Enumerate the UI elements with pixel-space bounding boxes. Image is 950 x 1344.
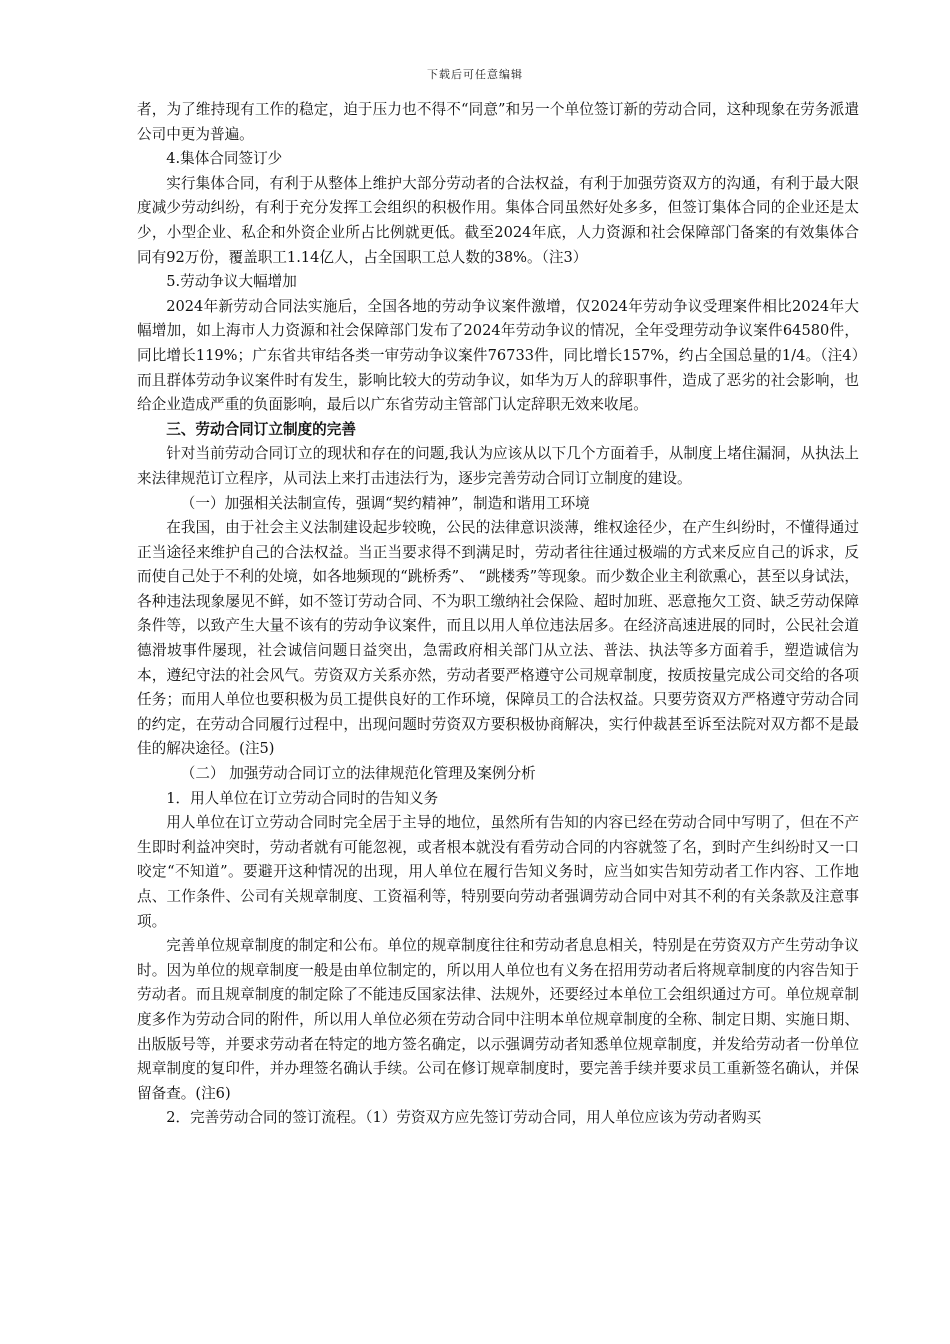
item-title-notification-duty: 1．用人单位在订立劳动合同时的告知义务: [166, 789, 439, 807]
paragraph-continuation: 者，为了维持现有工作的稳定，迫于压力也不得不“同意”和另一个单位签订新的劳动合同，这种现象在劳务派遣公司中更为普遍。: [137, 101, 859, 143]
subsection-title-labor-disputes: 5.劳动争议大幅增加: [166, 273, 297, 291]
paragraph-rules-regulations: 完善单位规章制度的制定和公布。单位的规章制度往往和劳动者息息相关，特别是在劳资双方产生劳动争议时。因为单位的规章制度一般是由单位制定的，所以用人单位也有义务在招用劳动者后将规章制度的内容告知于劳动者。而且规章制度的制定除了不能违反国家法律、法规外，还要经过本单位工会组织通过方可。单位规章制度多作为劳动合同的附件，所以用人单位必须在劳动合同中注明本单位规章制度的全称、制定日期、实施日期、出版版号等，并要求劳动者在特定的地方签名确定，以示强调劳动者知悉单位规章制度，并发给劳动者一份单位规章制度的复印件，并办理签名确认手续。公司在修订规章制度时，要完善手续并要求员工重新签名确认，并保留备查。(注6): [137, 937, 859, 1102]
paragraph-collective-contracts: 实行集体合同，有利于从整体上维护大部分劳动者的合法权益，有利于加强劳资双方的沟通，有利于最大限度减少劳动纠纷，有利于充分发挥工会组织的积极作用。集体合同虽然好处多多，但签订集体合同的企业还是太少，小型企业、私企和外资企业所占比例就更低。截至2024年底，人力资源和社会保障部门备案的有效集体合同有92万份，覆盖职工1.14亿人，占全国职工总人数的38%。（注3）: [137, 174, 859, 266]
paragraph-labor-disputes: 2024年新劳动合同法实施后，全国各地的劳动争议案件激增，仅2024年劳动争议受理案件相比2024年大幅增加，如上海市人力资源和社会保障部门发布了2024年劳动争议的情况，全年受理劳动争议案件64580件，同比增长119%；广东省共审结各类一审劳动争议案件76733件，同比增长157%，约占全国总量的1/4。（注4）而且群体劳动争议案件时有发生，影响比较大的劳动争议，如华为万人的辞职事件，造成了恶劣的社会影响，也给企业造成严重的负面影响，最后以广东省劳动主管部门认定辞职无效来收尾。: [137, 297, 859, 414]
paragraph-legal-awareness: 在我国，由于社会主义法制建设起步较晚，公民的法律意识淡薄，维权途径少，在产生纠纷时，不懂得通过正当途径来维护自己的合法权益。当正当要求得不到满足时，劳动者往往通过极端的方式来反应自己的诉求，反而使自己处于不利的处境，如各地频现的“跳桥秀”、 “跳楼秀”等现象。而少数企业主利欲熏心，甚至以身试法，各种违法现象屡见不鲜，如不签订劳动合同、不为职工缴纳社会保险、超时加班、恶意拖欠工资、缺乏劳动保障条件等，以致产生大量不该有的劳动争议案件，而且以用人单位违法居多。在经济高速进展的同时，公民社会道德滑坡事件屡现，社会诚信问题日益突出，急需政府相关部门从立法、普法、执法等多方面着手，塑造诚信为本，遵纪守法的社会风气。劳资双方关系亦然，劳动者要严格遵守公司规章制度，按质按量完成公司交给的各项任务；而用人单位也要积极为员工提供良好的工作环境，保障员工的合法权益。只要劳资双方严格遵守劳动合同的约定，在劳动合同履行过程中，出现问题时劳资双方要积极协商解决，实行仲裁甚至诉至法院对双方都不是最佳的解决途径。(注5): [137, 519, 859, 758]
subsection-heading-2: （二） 加强劳动合同订立的法律规范化管理及案例分析: [180, 765, 536, 783]
paragraph-section-intro: 针对当前劳动合同订立的现状和存在的问题,我认为应该从以下几个方面着手，从制度上堵住漏洞，从执法上来法律规范订立程序，从司法上来打击违法行为，逐步完善劳动合同订立制度的建设。: [137, 445, 859, 487]
subsection-title-collective-contracts: 4.集体合同签订少: [166, 150, 283, 168]
section-heading-improvement: 三、劳动合同订立制度的完善: [166, 420, 356, 438]
subsection-heading-1: （一）加强相关法制宣传，强调“契约精神”，制造和谐用工环境: [180, 494, 590, 512]
document-body: [137, 98, 859, 1131]
paragraph-signing-process: 2．完善劳动合同的签订流程。（1）劳资双方应先签订劳动合同，用人单位应该为劳动者购买: [166, 1109, 762, 1127]
page-header: 下载后可任意编辑: [427, 68, 523, 81]
paragraph-notification-duty: 用人单位在订立劳动合同时完全居于主导的地位，虽然所有告知的内容已经在劳动合同中写明了，但在不产生即时利益冲突时，劳动者就有可能忽视，或者根本就没有看劳动合同的内容就签了名，到时产生纠纷时又一口咬定“不知道”。要避开这种情况的出现，用人单位在履行告知义务时，应当如实告知劳动者工作内容、工作地点、工作条件、公司有关规章制度、工资福利等，特别要向劳动者强调劳动合同中对其不利的有关条款及注意事项。: [137, 814, 859, 930]
